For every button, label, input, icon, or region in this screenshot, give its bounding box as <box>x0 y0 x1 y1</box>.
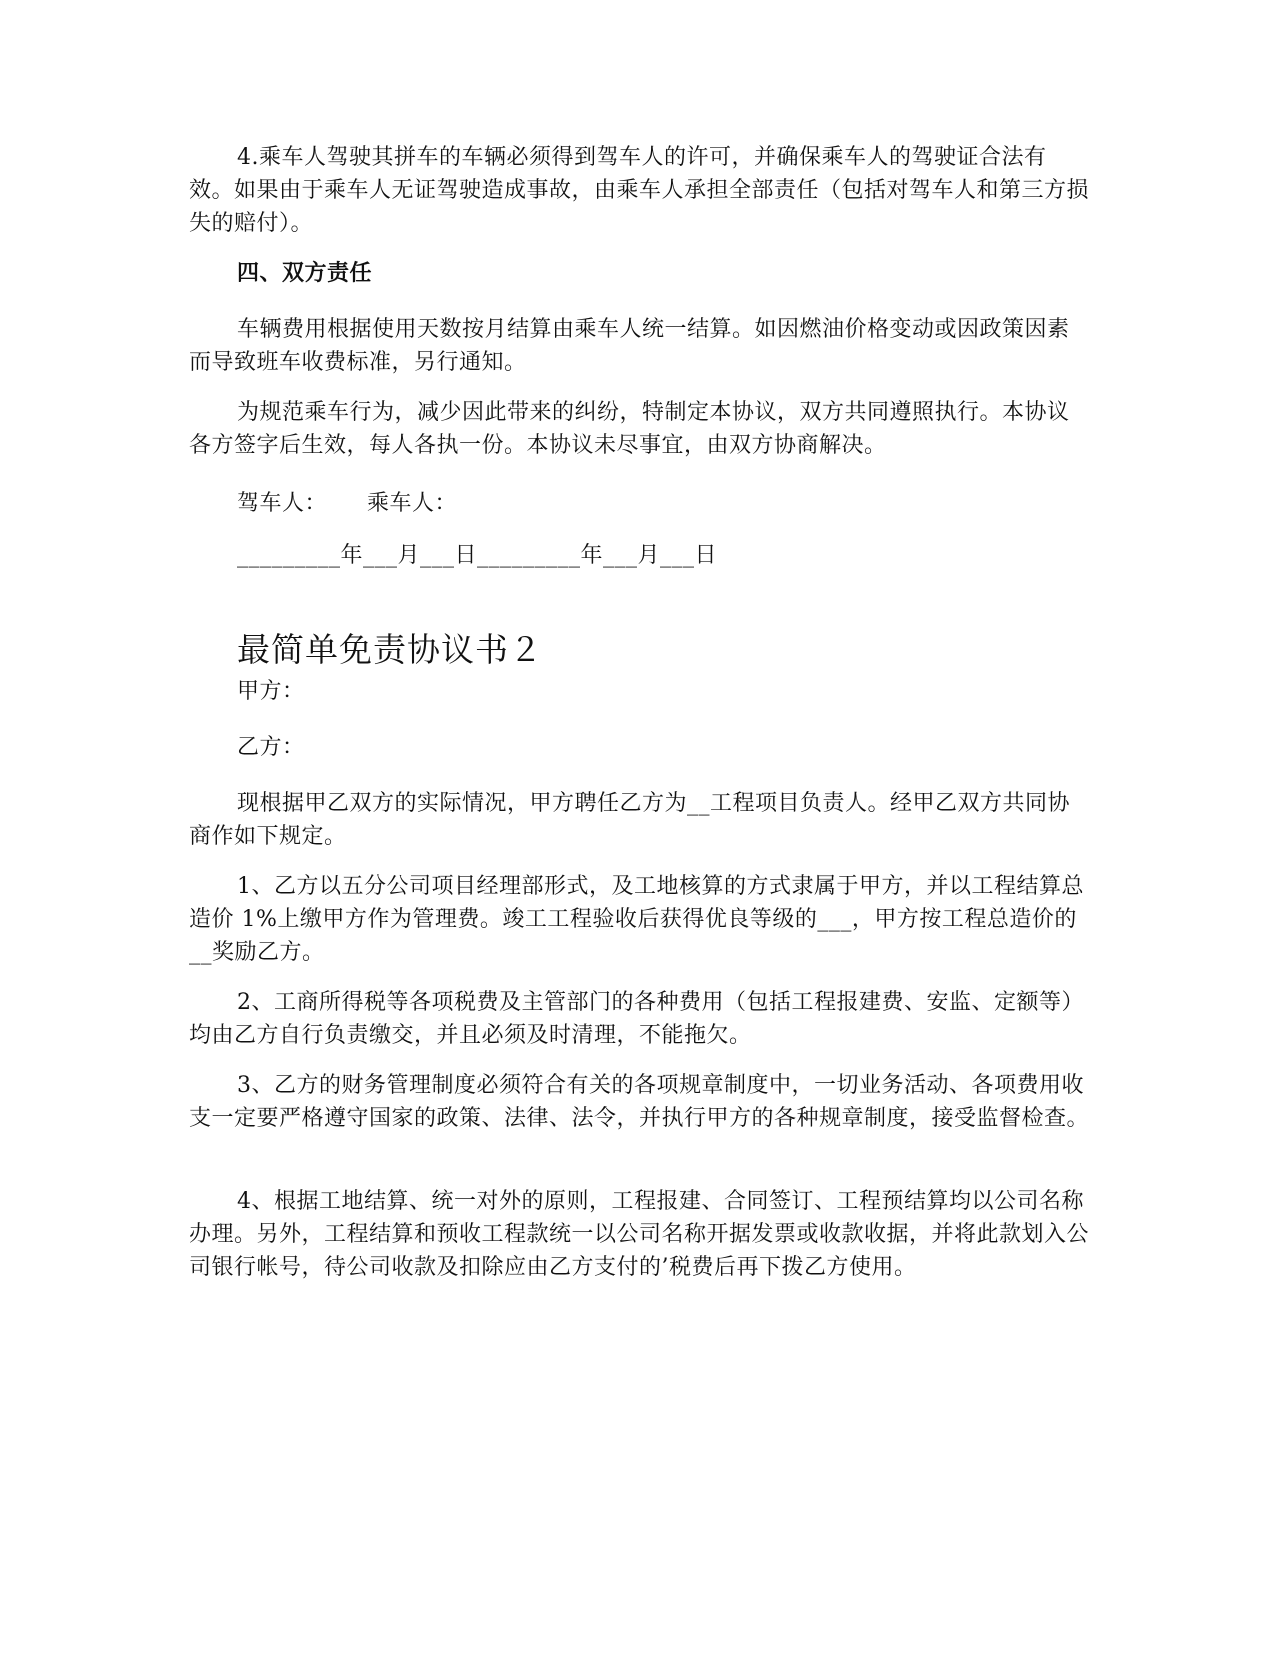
fee-paragraph: 车辆费用根据使用天数按月结算由乘车人统一结算。如因燃油价格变动或因政策因素而导致班车收费标准，另行通知。 <box>189 317 1070 375</box>
driver-label: 驾车人： <box>237 491 328 516</box>
passenger-label: 乘车人： <box>367 491 458 516</box>
document-title: 最简单免责协议书２ <box>237 630 543 669</box>
section-heading-mutual-responsibility: 四、双方责任 <box>237 260 373 286</box>
item-2-paragraph: 2、工商所得税等各项税费及主管部门的各种费用（包括工程报建费、安监、定额等）均由乙方自行负责缴交，并且必须及时清理，不能拖欠。 <box>189 990 1084 1048</box>
party-b-label: 乙方： <box>237 735 305 760</box>
date-line: _________年___月___日_________年___月___日 <box>237 543 718 568</box>
agreement-paragraph: 为规范乘车行为，减少因此带来的纠纷，特制定本协议，双方共同遵照执行。本协议各方签字后生效，每人各执一份。本协议未尽事宜，由双方协商解决。 <box>189 400 1070 458</box>
signature-line <box>237 487 457 520</box>
item-4-paragraph: 4、根据工地结算、统一对外的原则，工程报建、合同签订、工程预结算均以公司名称办理。另外，工程结算和预收工程款统一以公司名称开据发票或收款收据，并将此款划入公司银行帐号，待公司收款及扣除应由乙方支付的’税费后再下拨乙方使用。 <box>189 1189 1090 1280</box>
party-a-label: 甲方： <box>237 679 305 704</box>
intro-paragraph: 现根据甲乙双方的实际情况，甲方聘任乙方为__工程项目负责人。经甲乙双方共同协商作如下规定。 <box>189 791 1071 849</box>
clause-4-paragraph: 4.乘车人驾驶其拼车的车辆必须得到驾车人的许可，并确保乘车人的驾驶证合法有效。如果由于乘车人无证驾驶造成事故，由乘车人承担全部责任（包括对驾车人和第三方损失的赔付）。 <box>189 145 1090 236</box>
item-3-paragraph: 3、乙方的财务管理制度必须符合有关的各项规章制度中，一切业务活动、各项费用收支一定要严格遵守国家的政策、法律、法令，并执行甲方的各种规章制度，接受监督检查。 <box>189 1073 1090 1131</box>
item-1-paragraph: 1、乙方以五分公司项目经理部形式，及工地核算的方式隶属于甲方，并以工程结算总造价 1%上缴甲方作为管理费。竣工工程验收后获得优良等级的___，甲方按工程总造价的__奖励乙方。 <box>189 874 1084 965</box>
